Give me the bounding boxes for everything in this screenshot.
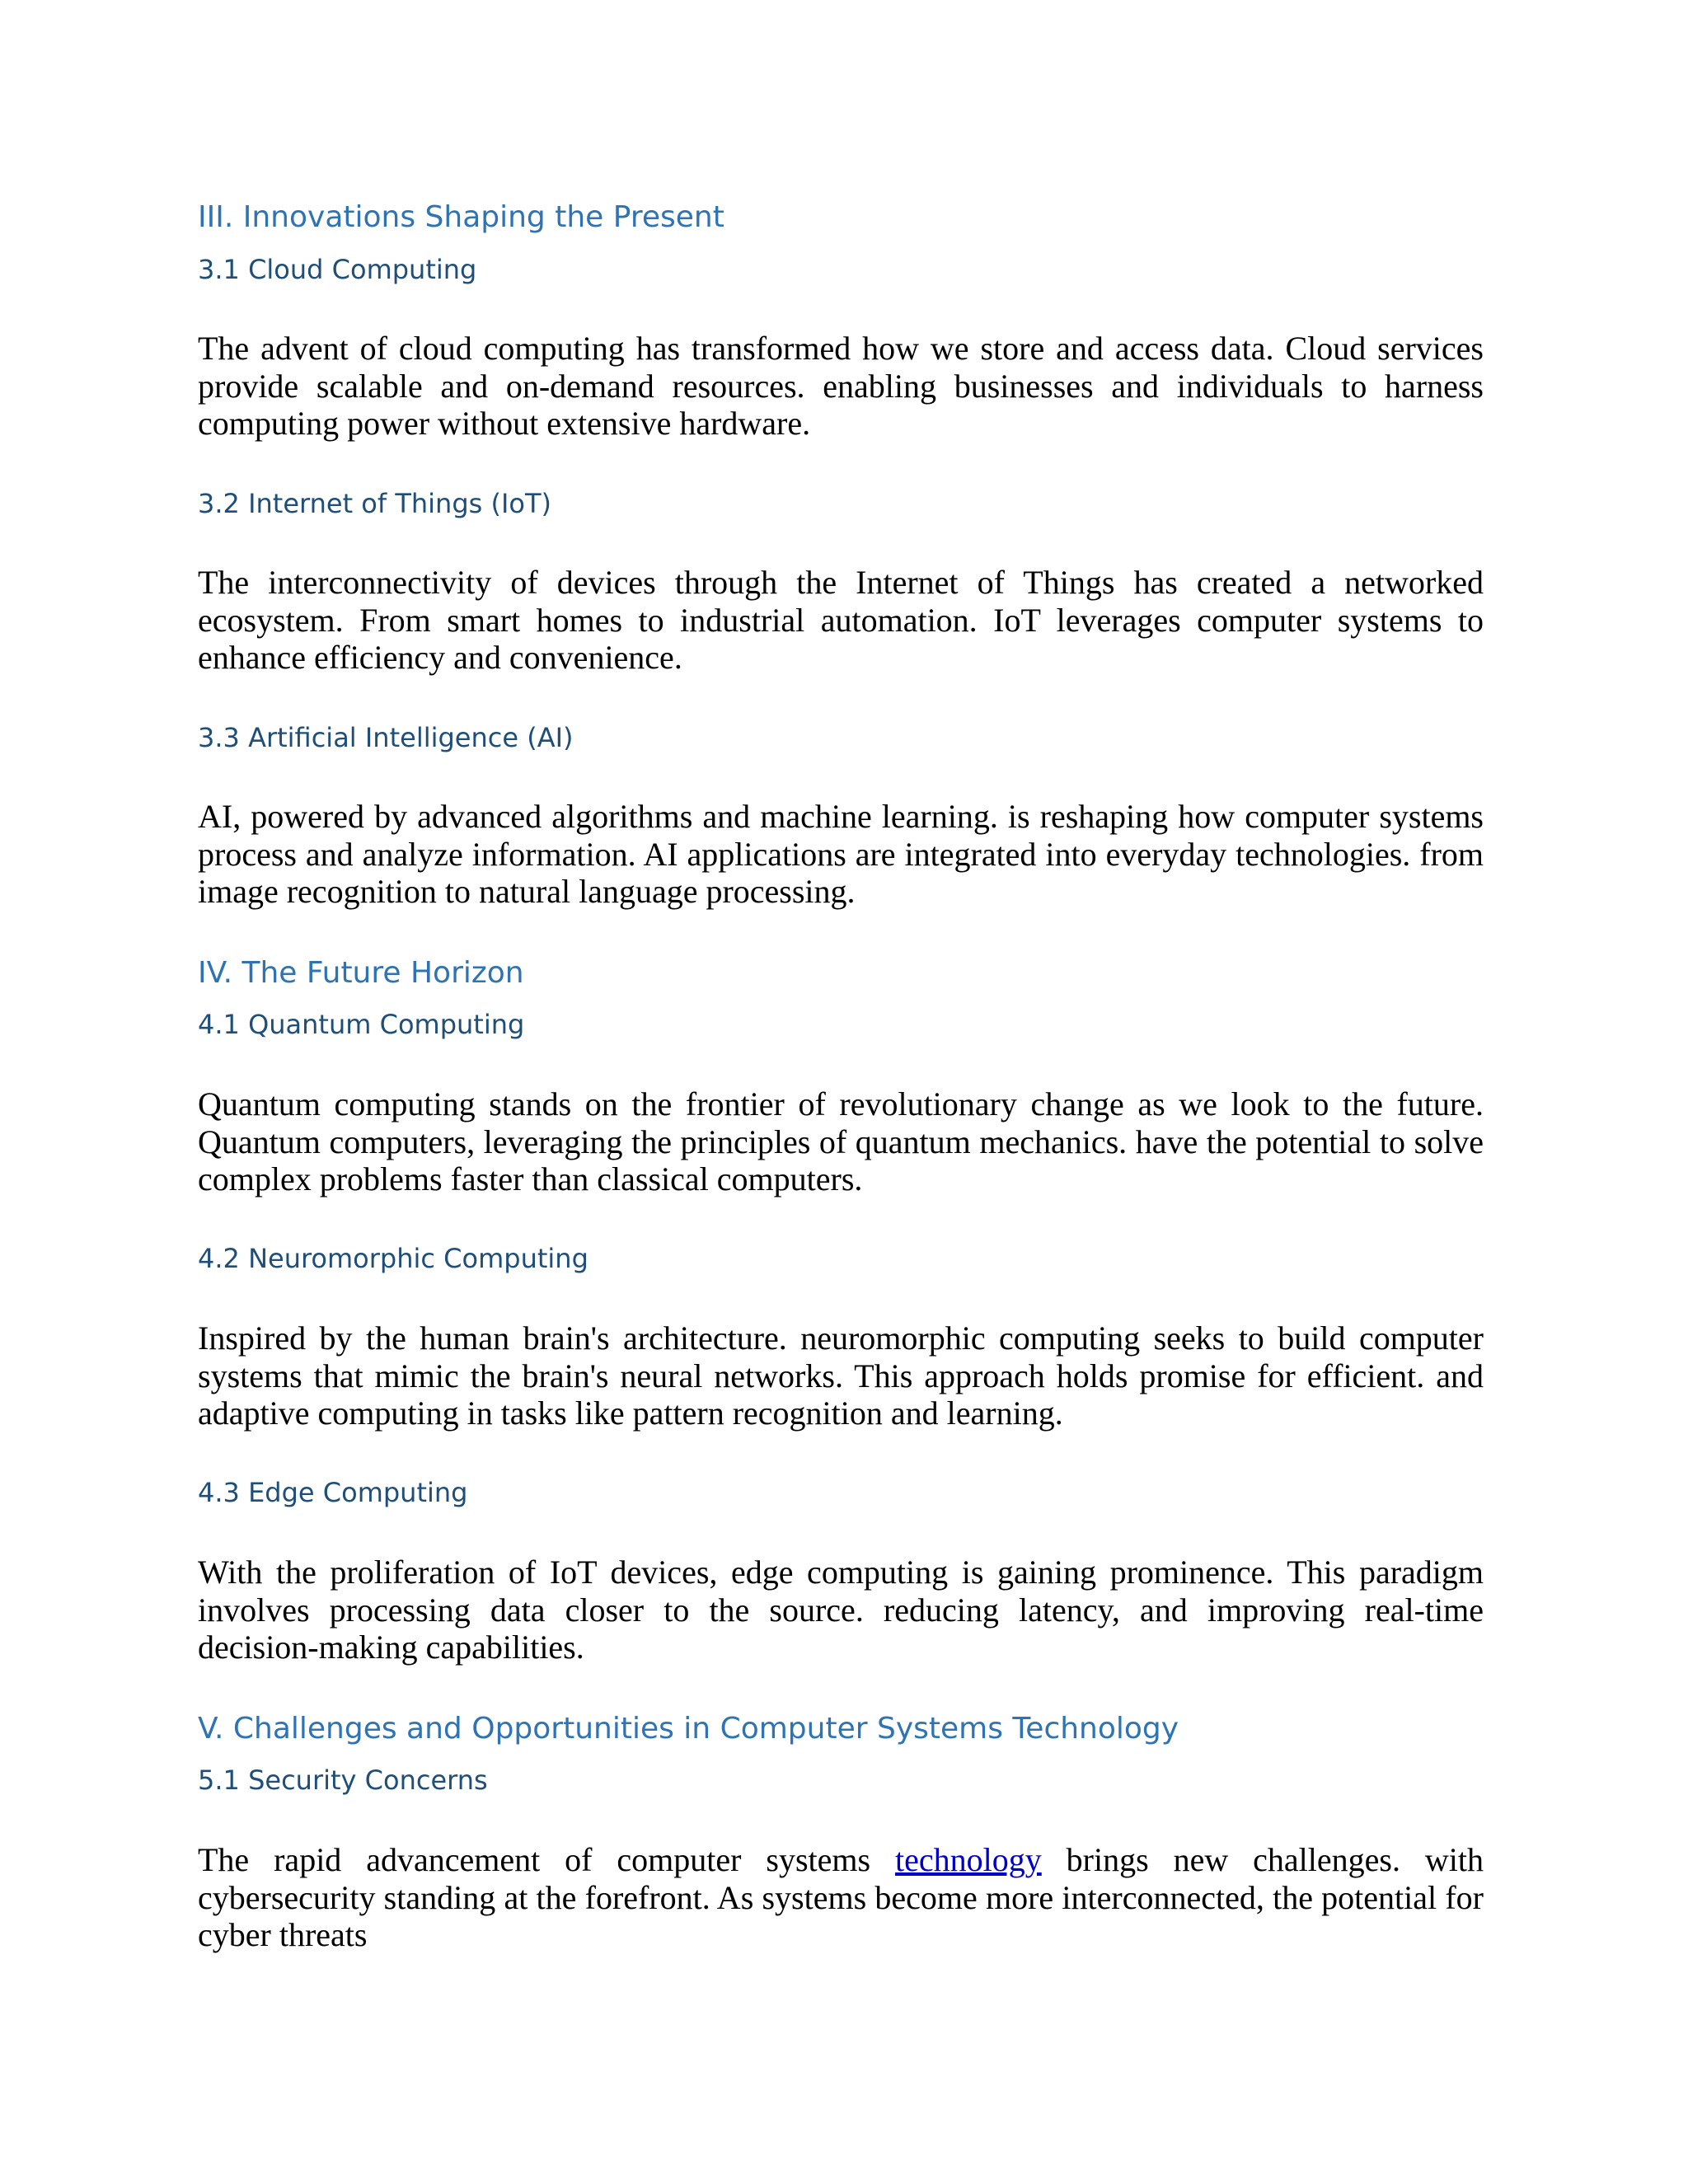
technology-link[interactable]: technology <box>895 1841 1042 1878</box>
subsection-heading: 4.3 Edge Computing <box>198 1477 468 1508</box>
subsection-heading: 4.1 Quantum Computing <box>198 1009 525 1040</box>
paragraph: With the proliferation of IoT devices, edge computing is gaining prominence. This paradigm involves processing data closer to the source. reducing latency, and improving real-time decision-making capabilities. <box>198 1554 1484 1666</box>
paragraph-text: The rapid advancement of computer systems <box>198 1841 895 1878</box>
subsection-heading: 5.1 Security Concerns <box>198 1765 488 1796</box>
section-heading: IV. The Future Horizon <box>198 956 524 990</box>
paragraph: The advent of cloud computing has transformed how we store and access data. Cloud services provide scalable and on-demand resources. enabling businesses and individuals to harness computing power without extensive hardware. <box>198 330 1484 442</box>
section-heading: V. Challenges and Opportunities in Computer Systems Technology <box>198 1712 1179 1746</box>
section-heading: III. Innovations Shaping the Present <box>198 200 724 234</box>
paragraph-text: brings new challenges. with cybersecurity standing at the forefront. As systems become more interconnected, the potential for cyber threats <box>198 1841 1484 1953</box>
subsection-heading: 4.2 Neuromorphic Computing <box>198 1243 588 1274</box>
paragraph: Quantum computing stands on the frontier of revolutionary change as we look to the future. Quantum computers, leveraging the principles of quantum mechanics. have the potential to solve complex problems faster than classical computers. <box>198 1085 1484 1197</box>
subsection-heading: 3.3 Artificial Intelligence (AI) <box>198 722 574 753</box>
paragraph: The interconnectivity of devices through the Internet of Things has created a networked ecosystem. From smart homes to industrial automation. IoT leverages computer systems to enhance efficiency and convenience. <box>198 564 1484 676</box>
paragraph: Inspired by the human brain's architecture. neuromorphic computing seeks to build computer systems that mimic the brain's neural networks. This approach holds promise for efficient. and adaptive computing in tasks like pattern recognition and learning. <box>198 1319 1484 1432</box>
paragraph <box>198 1841 1484 1954</box>
paragraph: AI, powered by advanced algorithms and machine learning. is reshaping how computer systems process and analyze information. AI applications are integrated into everyday technologies. from image recognition to natural language processing. <box>198 798 1484 910</box>
subsection-heading: 3.1 Cloud Computing <box>198 254 477 285</box>
subsection-heading: 3.2 Internet of Things (IoT) <box>198 488 551 519</box>
